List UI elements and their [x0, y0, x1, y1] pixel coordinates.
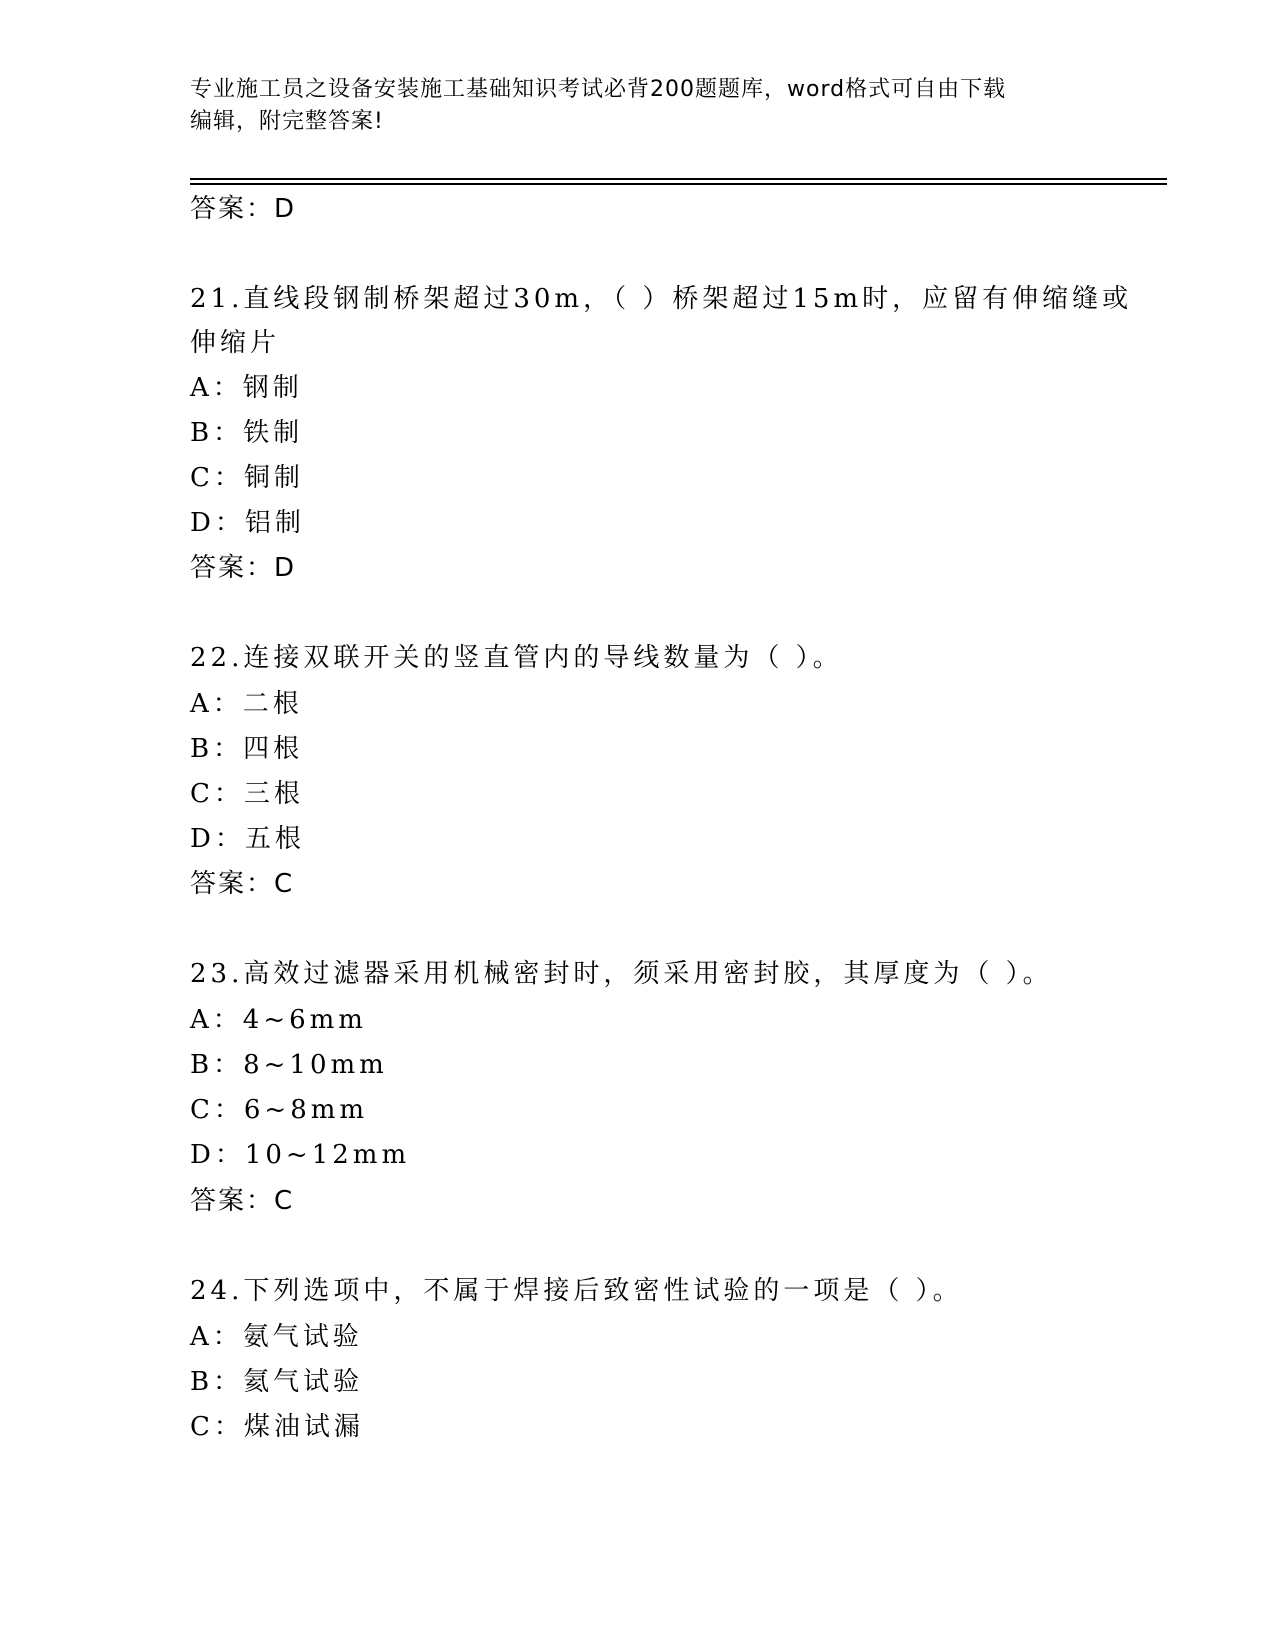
option-c: C：6~8mm: [190, 1095, 369, 1125]
option-b: B：8~10mm: [190, 1050, 388, 1080]
question-stem: 24.下列选项中，不属于焊接后致密性试验的一项是（ ）。: [190, 1276, 963, 1306]
header-divider-top: [190, 178, 1167, 180]
question-stem: 22.连接双联开关的竖直管内的导线数量为（ ）。: [190, 643, 843, 673]
answer-line: 答案：C: [190, 869, 295, 899]
answer-line: 答案：D: [190, 194, 297, 224]
option-b: B：氦气试验: [190, 1367, 364, 1397]
option-a: A：4~6mm: [190, 1005, 367, 1035]
option-c: C：煤油试漏: [190, 1412, 364, 1442]
option-d: D：五根: [190, 824, 305, 854]
header-title-line-2: 编辑，附完整答案!: [190, 109, 384, 134]
option-d: D：10~12mm: [190, 1140, 411, 1170]
question-stem: 23.高效过滤器采用机械密封时，须采用密封胶，其厚度为（ ）。: [190, 959, 1053, 989]
option-c: C：三根: [190, 779, 304, 809]
header-divider-bottom: [190, 183, 1167, 185]
option-b: B：四根: [190, 734, 304, 764]
option-a: A：二根: [190, 689, 303, 719]
question-stem-continued: 伸缩片: [190, 328, 281, 358]
answer-line: 答案：D: [190, 553, 297, 583]
header-title-line-1: 专业施工员之设备安装施工基础知识考试必背200题题库，word格式可自由下载: [190, 77, 1007, 102]
option-a: A：氨气试验: [190, 1322, 363, 1352]
option-a: A：钢制: [190, 373, 303, 403]
option-c: C：铜制: [190, 463, 304, 493]
answer-line: 答案：C: [190, 1186, 295, 1216]
option-d: D：铝制: [190, 508, 305, 538]
question-stem: 21.直线段钢制桥架超过30m，（ ）桥架超过15m时，应留有伸缩缝或: [190, 284, 1133, 314]
option-b: B：铁制: [190, 418, 304, 448]
